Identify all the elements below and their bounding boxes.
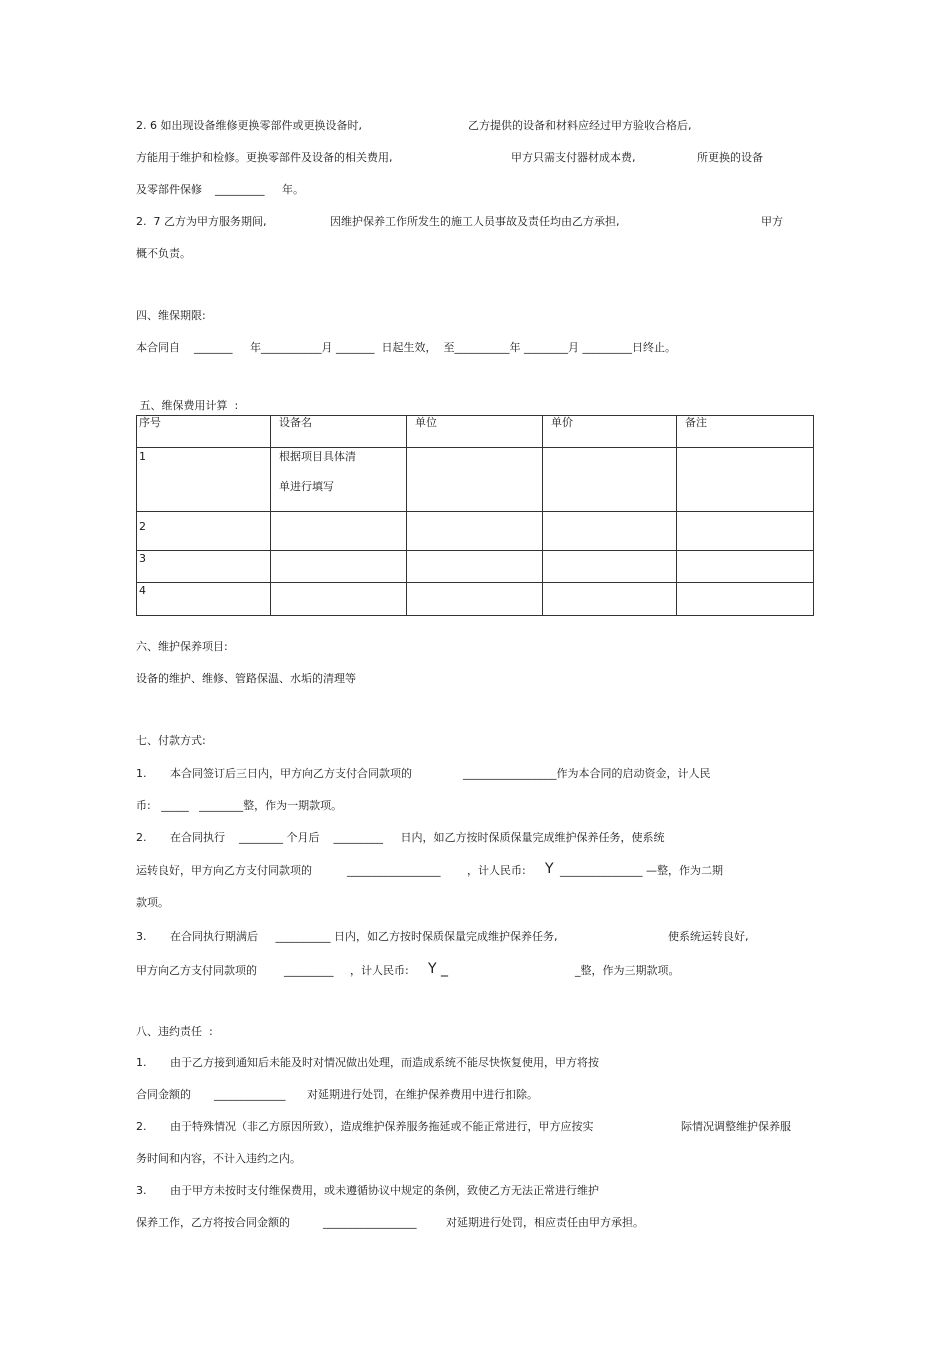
section7-p2-num: 2. (136, 831, 147, 844)
section8-p1-a: 由于乙方接到通知后未能及时对情况做出处理，而造成系统不能尽快恢复使用，甲方将按 (170, 1056, 599, 1069)
section8-p1-b: 合同金额的 (136, 1088, 191, 1101)
table-row (137, 583, 814, 616)
header-no: 序号 (137, 416, 271, 448)
section4-title: 四、维保期限: (136, 309, 206, 322)
section8-p2-a: 由于特殊情况（非乙方原因所致），造成维护保养服务拖延或不能正常进行，甲方应按实 (170, 1120, 594, 1133)
header-unit: 单位 (407, 416, 543, 448)
section8-p2-c: 务时间和内容，不计入违约之内。 (136, 1152, 301, 1165)
clause-2-7-line2: 概不负责。 (136, 247, 191, 260)
section8-p2-b: 际情况调整维护保养服 (681, 1120, 791, 1133)
section5-title: 五、维保费用计算 : (136, 399, 239, 412)
clause-2-6-line1-a: 2. 6 如出现设备维修更换零部件或更换设备时, (136, 119, 362, 132)
row-unit (407, 448, 543, 512)
row-device (271, 551, 407, 583)
warranty-years-blank: _________ (215, 183, 265, 196)
table-row (137, 512, 814, 551)
header-price: 单价 (543, 416, 677, 448)
section7-p2-f: 款项。 (136, 896, 169, 909)
section7-p2-b: 运转良好，甲方向乙方支付同款项的 (136, 864, 312, 877)
section8-p3-blank: _________________ (323, 1216, 417, 1229)
clause-2-6-line3-b: 年。 (282, 183, 304, 196)
section8-p1-num: 1. (136, 1056, 147, 1069)
row-price (543, 512, 677, 551)
clause-2-6-line2-a: 方能用于维护和检修。更换零部件及设备的相关费用, (136, 151, 393, 164)
fee-table (136, 415, 814, 616)
clause-2-6-line2-b: 甲方只需支付器材成本费, (511, 151, 636, 164)
section4-text: 本合同自 _______ 年___________月 _______ 日起生效， 至__________年 ________月 _________日终止。 (136, 341, 676, 354)
section7-p3-c: 甲方向乙方支付同款项的 (136, 964, 257, 977)
section8-p2-num: 2. (136, 1120, 147, 1133)
section8-p3-d: 对延期进行处罚，相应责任由甲方承担。 (446, 1216, 644, 1229)
section7-p3-num: 3. (136, 930, 147, 943)
section7-p1-a: 本合同签订后三日内，甲方向乙方支付合同款项的 (170, 767, 412, 780)
row-price (543, 583, 677, 616)
clause-2-7-line1-a: 2. 7 乙方为甲方服务期间, (136, 215, 267, 228)
section7-p3-b: 使系统运转良好, (668, 930, 749, 943)
yen-symbol: Y _ (428, 961, 449, 977)
section7-title: 七、付款方式: (136, 734, 206, 747)
table-row (137, 448, 814, 512)
section7-p2-d: ，计人民币: (467, 864, 526, 877)
section8-title: 八、违约责任 : (136, 1025, 213, 1038)
clause-2-6-line3-a: 及零部件保修 (136, 183, 202, 196)
row-remark (677, 512, 814, 551)
section6-text: 设备的维护、维修、管路保温、水垢的清理等 (136, 672, 356, 685)
section7-p3-blank: _________ (284, 964, 334, 977)
table-header-row (137, 416, 814, 448)
section8-p1-blank: _____________ (214, 1088, 286, 1101)
row-no: 4 (137, 583, 271, 616)
row-no: 1 (137, 448, 271, 512)
section6-title: 六、维护保养项目: (136, 640, 228, 653)
section8-p3-a: 由于甲方未按时支付维保费用，或未遵循协议中规定的条例，致使乙方无法正常进行维护 (170, 1184, 599, 1197)
clause-2-7-line1-c: 甲方 (761, 215, 783, 228)
device-name-line2: 单进行填写 (279, 480, 334, 493)
row-device (271, 583, 407, 616)
section7-p1-num: 1. (136, 767, 147, 780)
row-unit (407, 512, 543, 551)
section7-p1-c: 币: _____ ________整，作为一期款项。 (136, 799, 343, 812)
row-remark (677, 551, 814, 583)
header-device: 设备名 (271, 416, 407, 448)
table-row (137, 551, 814, 583)
section7-p3-f: _整，作为三期款项。 (575, 964, 680, 977)
section7-p1-b: _________________作为本合同的启动资金，计人民 (463, 767, 711, 780)
yen-symbol: Y (545, 861, 554, 877)
section7-p2-a: 在合同执行 ________ 个月后 _________ 日内，如乙方按时保质保量完成维护保养任务，使系统 (170, 831, 665, 844)
row-no: 3 (137, 551, 271, 583)
clause-2-6-line1-b: 乙方提供的设备和材料应经过甲方验收合格后, (468, 119, 692, 132)
section8-p1-d: 对延期进行处罚，在维护保养费用中进行扣除。 (307, 1088, 538, 1101)
header-remark: 备注 (677, 416, 814, 448)
section7-p3-a: 在合同执行期满后 __________ 日内，如乙方按时保质保量完成维护保养任务, (170, 930, 558, 943)
section7-p2-e: _______________ —整，作为二期 (560, 864, 723, 877)
row-remark (677, 583, 814, 616)
row-price (543, 448, 677, 512)
row-device (271, 512, 407, 551)
clause-2-6-line2-c: 所更换的设备 (697, 151, 763, 164)
row-no: 2 (137, 512, 271, 551)
device-name-line1: 根据项目具体清 (279, 450, 356, 463)
clause-2-7-line1-b: 因维护保养工作所发生的施工人员事故及责任均由乙方承担, (330, 215, 620, 228)
row-device (271, 448, 407, 512)
section7-p3-e: ，计人民币: (350, 964, 409, 977)
row-price (543, 551, 677, 583)
row-remark (677, 448, 814, 512)
section8-p3-num: 3. (136, 1184, 147, 1197)
row-unit (407, 551, 543, 583)
section8-p3-b: 保养工作，乙方将按合同金额的 (136, 1216, 290, 1229)
row-unit (407, 583, 543, 616)
section7-p2-blank: _________________ (347, 864, 441, 877)
